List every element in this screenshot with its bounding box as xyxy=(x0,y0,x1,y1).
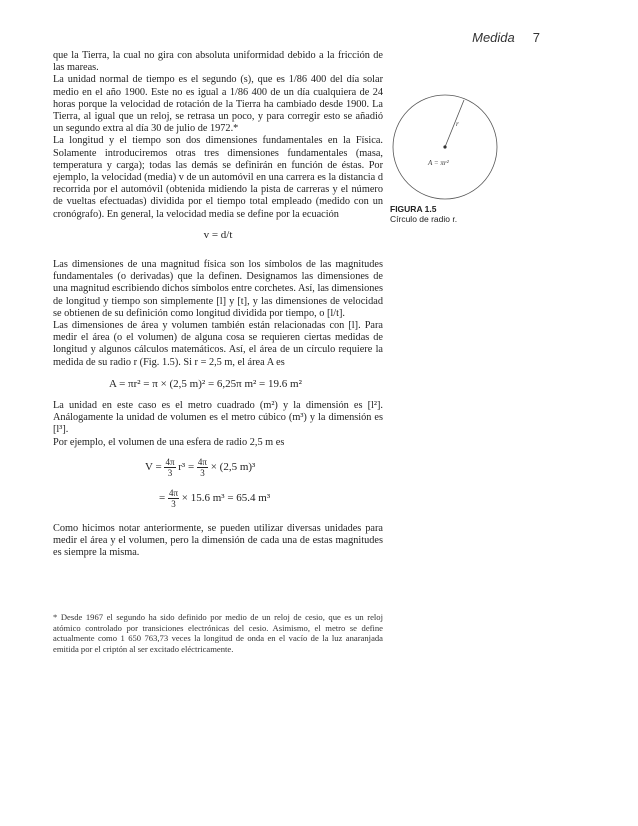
eq-volume-lhs: V = xyxy=(145,460,162,473)
fraction-4pi-3 xyxy=(197,457,208,478)
fraction-4pi-3 xyxy=(164,457,175,478)
paragraph-8: Como hicimos notar anteriormente, se pueden utilizar diversas unidades para medir el área y el volumen, pero la dimensión de cada una de estas magnitudes es siempre la misma. xyxy=(53,522,383,559)
paragraph-3: La longitud y el tiempo son dos dimensiones fundamentales en la Física. Solamente introduciremos otras tres dimensiones fundamentales (masa, temperatura y carga); todas las demás se definirán en función de éstas. Por ejemplo, la velocidad (media) v de un automóvil en una carrera es la distancia d recorrida por el automóvil (obtenida midiendo la pista de carreras y el número de vueltas efectuadas) dividida por el tiempo total empleado (medido con un cronógrafo). En general, la velocidad media se define por la ecuación xyxy=(53,135,383,220)
paragraph-7: Por ejemplo, el volumen de una esfera de radio 2,5 m es xyxy=(53,436,285,448)
eq-volume-mid: r³ = xyxy=(178,460,195,473)
equation-volume-2 xyxy=(53,488,383,509)
fraction-denominator: 3 xyxy=(167,467,173,478)
paragraph-1: que la Tierra, la cual no gira con absoluta uniformidad debido a la fricción de las mareas. xyxy=(53,50,383,74)
equation-volume-1 xyxy=(53,457,383,478)
fraction-numerator: 4π xyxy=(165,456,175,467)
paragraph-2: La unidad normal de tiempo es el segundo (s), que es 1/86 400 del día solar medio en el año 1900. Este no es igual a 1/86 400 de un día cualquiera de 24 horas porque la velocidad de rotación de la Tierra ha cambiado desde 1900. La Tierra, al igual que un reloj, se retrasa un poco, y para corregir esto se añadió un segundo extra al día 30 de julio de 1972.* xyxy=(53,74,383,135)
fraction-4pi-3 xyxy=(168,488,179,509)
eq-volume-rhs: × (2,5 m)³ xyxy=(210,460,256,473)
main-text-column xyxy=(53,50,383,560)
header-title: Medida xyxy=(472,30,515,45)
radius-label: r xyxy=(456,120,459,128)
figure-caption-text: Círculo de radio r. xyxy=(390,214,458,224)
fraction-denominator: 3 xyxy=(200,467,205,478)
center-dot xyxy=(443,145,446,148)
fraction-numerator: 4π xyxy=(168,487,179,498)
radius-line xyxy=(445,100,464,147)
figure-label: FIGURA 1.5 xyxy=(390,204,437,214)
equation-velocity: v = d/t xyxy=(203,228,233,241)
fraction-numerator: 4π xyxy=(197,456,207,467)
paragraph-6: La unidad en este caso es el metro cuadrado (m²) y la dimensión es [l²]. Análogamente la unidad de volumen es el metro cúbico (m³) y la dimensión es [l³]. xyxy=(53,400,383,436)
paragraph-4: Las dimensiones de una magnitud física son los símbolos de las magnitudes fundamentales (o derivadas) que la definen. Designamos las dimensiones de una magnitud escribiendo dichos símbolos entre corchetes. Así, las dimensiones de longitud y tiempo son simplemente [l] y [t], y las dimensiones de velocidad se obtienen de su definición como longitud dividida por tiempo, o [l/t]. xyxy=(53,259,383,319)
fraction-denominator: 3 xyxy=(171,498,176,509)
eq-volume2-rhs: × 15.6 m³ = 65.4 m³ xyxy=(181,491,271,504)
equation-area: A = πr² = π × (2,5 m)² = 6,25π m² = 19.6 m² xyxy=(109,377,302,390)
figure-caption xyxy=(390,204,510,224)
page-number: 7 xyxy=(532,30,540,45)
area-label: A = πr² xyxy=(428,159,449,167)
paragraph-5: Las dimensiones de área y volumen también están relacionadas con [l]. Para medir el área (o el volumen) de alguna cosa se requieren ciertas medidas de longitud y algunos cálculos matemáticos. Así, el área de un círculo requiere la medida de su radio r (Fig. 1.5). Si r = 2,5 m, el área A es xyxy=(53,320,383,368)
running-header xyxy=(472,30,540,45)
figure-circle xyxy=(390,92,500,202)
footnote: * Desde 1967 el segundo ha sido definido por medio de un reloj de cesio, que es un reloj atómico controlado por transiciones electrónicas del cesio. Asimismo, el metro se define actualmente como 1 650 763,73 veces la longitud de onda en el vacío de la luz anaranjada emitida por el criptón al ser excitado eléctricamente. xyxy=(53,612,383,654)
eq-volume2-lhs: = xyxy=(159,491,166,504)
